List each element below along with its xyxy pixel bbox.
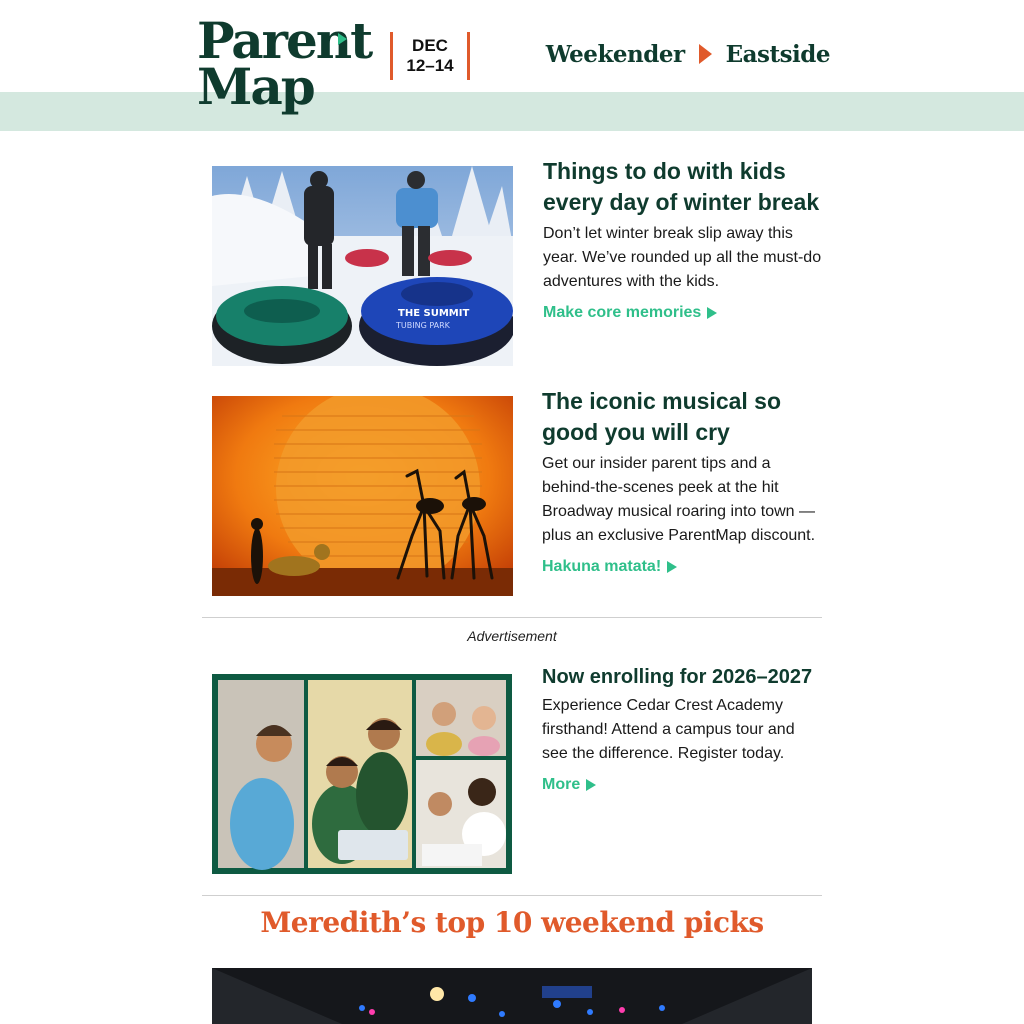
snow-tubing-image[interactable] (212, 166, 513, 366)
article-title[interactable]: The iconic musical so good you will cry (542, 388, 782, 445)
lion-king-stage-image[interactable] (212, 396, 513, 596)
ad-description: Experience Cedar Crest Academy firsthand! Attend a campus tour and see the difference. Register today. (542, 697, 795, 762)
musical-stage-illustration (212, 396, 513, 596)
make-core-memories-link[interactable] (543, 304, 717, 322)
article-text (542, 386, 824, 576)
advertisement-text (542, 664, 824, 794)
cedar-crest-ad-image[interactable] (212, 674, 512, 874)
weekend-picks-heading: Meredith’s top 10 weekend picks (260, 906, 764, 939)
hakuna-matata-link[interactable] (542, 558, 677, 576)
tube-brand-text: THE SUMMIT (398, 308, 470, 319)
cta-label: Hakuna matata! (542, 558, 662, 575)
article-title[interactable]: Things to do with kids every day of winter break (543, 158, 820, 215)
divider (202, 895, 822, 896)
cta-label: Make core memories (543, 304, 702, 321)
article-description: Get our insider parent tips and a behind-the-scenes peek at the hit Broadway musical roaring into town — plus an exclusive ParentMap discount. (542, 455, 816, 544)
cta-label: More (542, 776, 581, 793)
edition-region: Eastside (725, 40, 830, 68)
classroom-collage-illustration (212, 674, 512, 874)
play-arrow-icon (667, 561, 677, 573)
article-winter-break (212, 156, 824, 366)
parentmap-logo[interactable] (197, 11, 372, 122)
email-header (0, 0, 1024, 92)
date-badge (390, 32, 470, 80)
holiday-lights-image[interactable] (212, 968, 812, 1024)
play-arrow-icon (699, 44, 712, 64)
logo-play-icon (338, 33, 347, 45)
play-arrow-icon (586, 779, 596, 791)
logo-word-map: Map (197, 57, 314, 116)
advertisement-label: Advertisement (467, 628, 557, 644)
holiday-lights-illustration (212, 968, 812, 1024)
divider (202, 617, 822, 618)
edition-label (546, 38, 830, 70)
date-range: 12–14 (406, 56, 454, 75)
snow-tubing-illustration (212, 166, 513, 366)
article-musical (212, 386, 824, 596)
article-text (543, 156, 825, 322)
logo-word-parent: Parent (197, 11, 372, 70)
article-description: Don’t let winter break slip away this year. We’ve rounded up all the must-do adventures with the kids. (543, 225, 822, 290)
ad-title[interactable]: Now enrolling for 2026–2027 (542, 666, 813, 688)
advertisement-block (212, 664, 824, 874)
tube-subtext: TUBING PARK (396, 321, 450, 330)
date-month: DEC (412, 36, 448, 55)
header-band (0, 92, 1024, 131)
play-arrow-icon (707, 307, 717, 319)
more-link[interactable] (542, 776, 596, 794)
edition-name: Weekender (545, 40, 685, 68)
